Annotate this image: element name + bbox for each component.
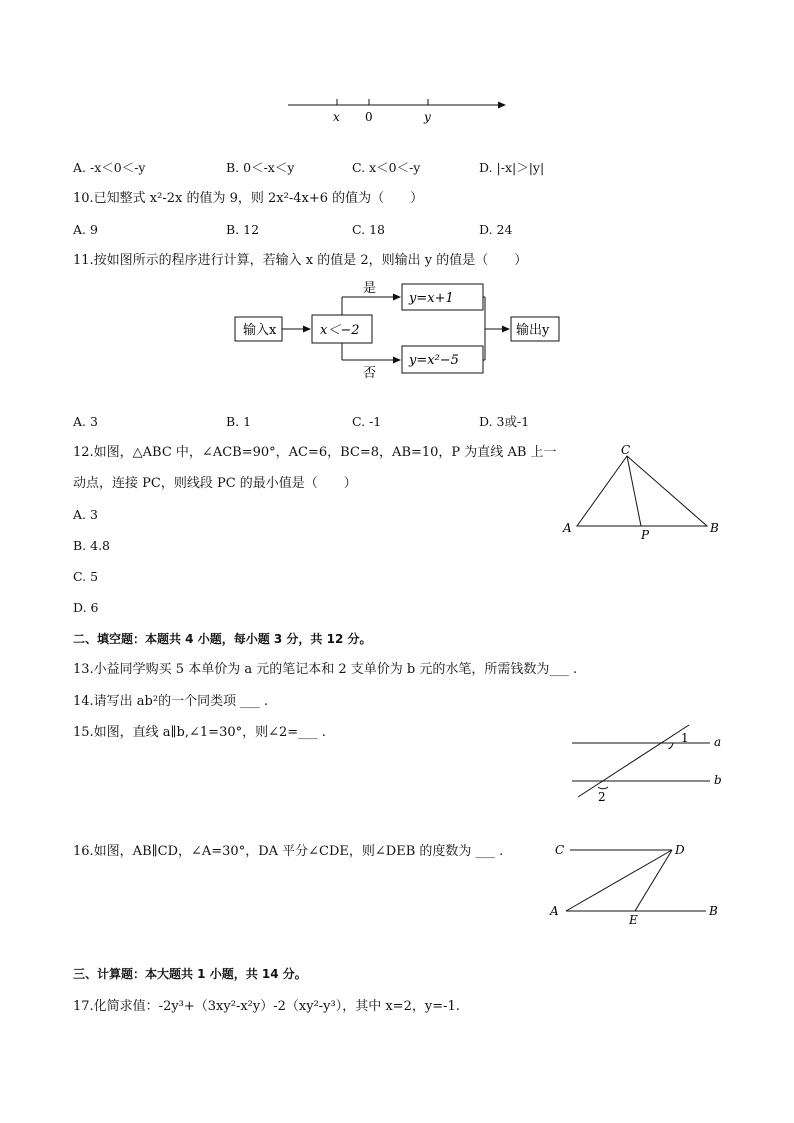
q9-option-d: D. |-x|＞|y| (479, 160, 545, 175)
q9-option-a: A. -x＜0＜-y (73, 160, 146, 175)
q14-stem: 14.请写出 ab²的一个同类项 ___ . (73, 694, 268, 709)
q15-label-angle1: 1 (681, 731, 689, 745)
numberline-label-y: y (424, 110, 431, 124)
q12-option-d: D. 6 (73, 600, 99, 615)
q11-option-b: B. 1 (226, 414, 252, 429)
q16-label-e: E (629, 913, 638, 927)
q10-stem: 10.已知整式 x²-2x 的值为 9，则 2x²-4x+6 的值为（ ） (73, 191, 424, 206)
q9-option-b: B. 0＜-x＜y (226, 160, 295, 175)
q10-option-b: B. 12 (226, 222, 260, 237)
numberline-label-x: x (333, 110, 340, 124)
flow-output-label: 输出y (516, 323, 550, 338)
flow-no-label: 否 (363, 366, 377, 381)
q16-stem: 16.如图，AB∥CD，∠A=30°，DA 平分∠CDE，则∠DEB 的度数为 ___ . (73, 844, 504, 859)
flow-no-box-label: y=x²−5 (409, 353, 459, 368)
q15-label-b: b (714, 773, 722, 787)
q17-stem: 17.化简求值：-2y³+（3xy²-x²y）-2（xy²-y³），其中 x=2，y=-1. (73, 999, 460, 1014)
q12-label-c: C (621, 443, 631, 457)
q12-stem-line2: 动点，连接 PC，则线段 PC 的最小值是（ ） (73, 476, 357, 491)
q12-option-b: B. 4.8 (73, 538, 111, 553)
q15-label-angle2: 2 (598, 790, 606, 804)
q12-option-c: C. 5 (73, 569, 99, 584)
flow-yes-label: 是 (363, 281, 377, 296)
q10-option-d: D. 24 (479, 222, 513, 237)
q12-label-a: A (563, 521, 572, 535)
q9-option-c: C. x＜0＜-y (352, 160, 421, 175)
flow-input-label: 输入x (243, 323, 277, 338)
flow-condition-label: x＜−2 (320, 323, 360, 338)
q15-stem: 15.如图，直线 a∥b,∠1=30°，则∠2=___ . (73, 725, 326, 740)
q11-option-a: A. 3 (73, 414, 98, 429)
q13-stem: 13.小益同学购买 5 本单价为 a 元的笔记本和 2 支单价为 b 元的水笔，所需钱数为___ . (73, 662, 578, 677)
q12-stem-line1: 12.如图，△ABC 中，∠ACB=90°，AC=6，BC=8，AB=10，P 为直线 AB 上一 (73, 445, 557, 460)
section2-heading: 二、填空题：本题共 4 小题，每小题 3 分，共 12 分。 (73, 632, 372, 646)
q12-label-p: P (641, 528, 650, 542)
flow-yes-box-label: y=x+1 (409, 291, 454, 306)
q16-label-d: D (675, 843, 685, 857)
section3-heading: 三、计算题：本大题共 1 小题，共 14 分。 (73, 967, 307, 981)
q16-label-c: C (555, 843, 565, 857)
q10-option-c: C. 18 (352, 222, 385, 237)
q11-option-d: D. 3或-1 (479, 414, 530, 429)
q16-label-b: B (709, 904, 718, 918)
numberline-label-zero: 0 (365, 110, 373, 124)
q15-label-a: a (714, 735, 722, 749)
q16-label-a: A (550, 904, 559, 918)
q12-option-a: A. 3 (73, 507, 98, 522)
q11-option-c: C. -1 (352, 414, 382, 429)
q12-label-b: B (710, 521, 719, 535)
q11-stem: 11.按如图所示的程序进行计算，若输入 x 的值是 2，则输出 y 的值是（ ） (73, 253, 528, 268)
q10-option-a: A. 9 (73, 222, 98, 237)
